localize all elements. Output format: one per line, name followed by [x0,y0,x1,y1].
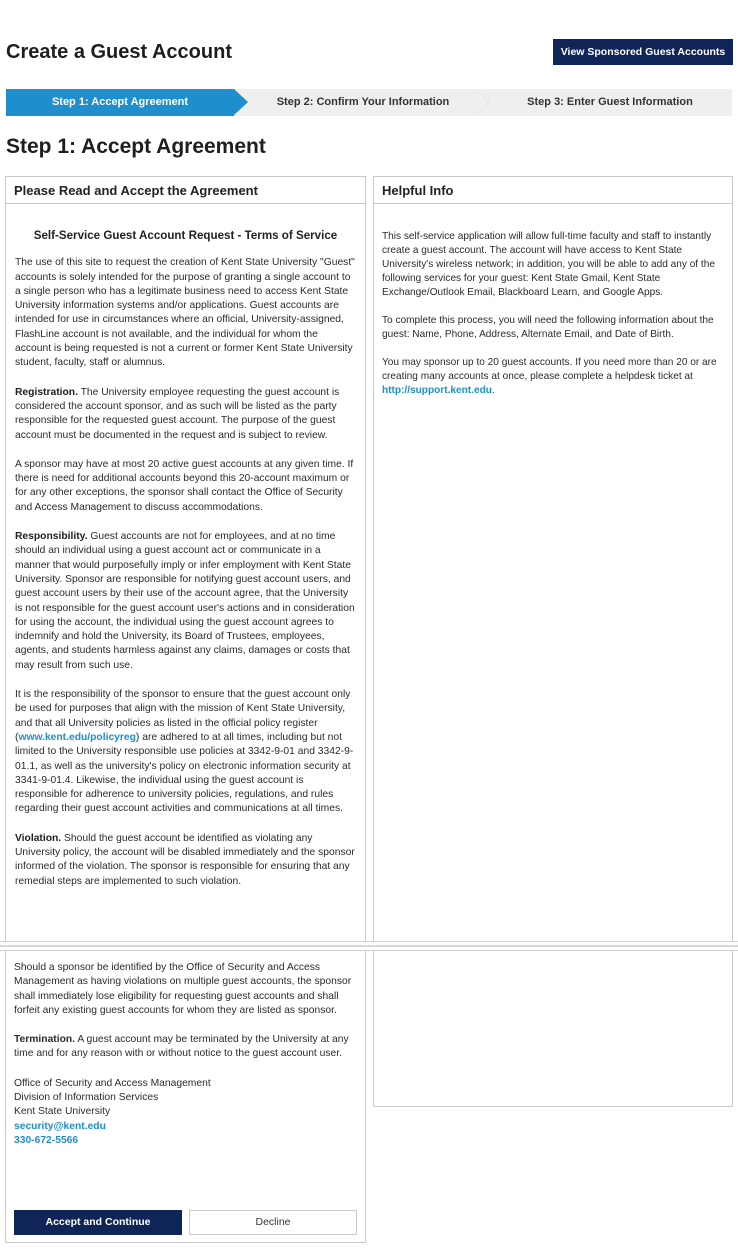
terms-sponsor-limit: A sponsor may have at most 20 active guest accounts at any given time. If there is need for additional accounts beyond this 20-account maximum or for any other exceptions, the sponsor shall contact the Office of Security and Access Management to discuss accommodations. [15,458,354,513]
terms-responsibility: Responsibility. Guest accounts are not for employees, and at no time should an individual using a guest account act or communicate in a manner that would purposefully imply or infer employment with Kent State University. Sponsor are responsible for notifying guest account users, and guest account users by their use of the account agree, that the University is not responsible for the guest account user's actions and in consideration for using the account, the individual using the guest account agrees to indemnify and hold the University, its Board of Trustees, employees, agents, and students harmless against any claims, damages or costs that may result from such use. [15,531,355,671]
terms-registration: Registration. The University employee requesting the guest account is considered the account sponsor, and as such will be listed as the party responsible for the requested guest account. The purpose of the guest account must be documented in the request and is subject to review. [15,386,340,441]
university-name: Kent State University [14,1106,111,1118]
step-1-label: Step 1: Accept Agreement [51,96,189,108]
agreement-text-continued [14,961,359,1163]
view-sponsored-accounts-button[interactable]: View Sponsored Guest Accounts [553,39,733,65]
terms-violation: Violation. Should the guest account be identified as violating any University policy, the account will be disabled immediately and the sponsor informed of the violation. The sponsor is responsible for ensuring that any remedial steps are implemented to such violation. [15,832,355,887]
office-name: Office of Security and Access Management [14,1077,211,1089]
step-2-confirm-information [250,89,476,116]
step-progress-bar [6,89,732,116]
step-2-label: Step 2: Confirm Your Information [276,96,450,108]
step-3-enter-guest-information [488,89,732,116]
accept-and-continue-button[interactable]: Accept and Continue [14,1210,182,1235]
helpful-info-para-1: This self-service application will allow full-time faculty and staff to instantly create a guest account. The account will have access to Kent State University's wireless network; in addition, you will be able to add any of the following services for your guest: Kent State Gmail, Kent State Exchange/Outlook Email, Blackboard Learn, and Google Apps. [382,231,715,298]
step-heading: Step 1: Accept Agreement [6,135,266,158]
terms-title: Self-Service Guest Account Request - Terms of Service [33,229,338,242]
policy-register-link[interactable]: www.kent.edu/policyreg [18,731,136,743]
terms-intro: The use of this site to request the creation of Kent State University "Guest" accounts is solely intended for the purpose of granting a single account to a single person who has a legitimate business need to access Kent State University information systems and/or applications. Guest accounts are intended for use in circumstances where an official, University-assigned, FlashLine account is not available, and the individual for whom the account is being requested is not a current or former Kent State University student, faculty, staff or alumnus. [15,257,355,369]
page-title: Create a Guest Account [6,41,232,63]
security-phone-link[interactable]: 330-672-5566 [14,1134,79,1146]
division-name: Division of Information Services [14,1092,159,1104]
helpful-info-title: Helpful Info [374,177,732,204]
agreement-text [6,229,365,889]
agreement-panel-title: Please Read and Accept the Agreement [6,177,365,204]
terms-policy: It is the responsibility of the sponsor to ensure that the guest account only be used for purposes that align with the mission of Kent State University, and that all University policies as listed in the official policy register (www.kent.edu/policyreg) are adhered to at all times, including but not limited to the University responsible use policies at 3342-9-01 and 3342-9-01.1, as well as the university's policy on electronic information security at 3341-9-01.4. Likewise, the individual using the guest account is responsible for adherence to university policies, regulations, and rules regarding their guest account activities and communications at all times. [15,689,354,815]
decline-button[interactable]: Decline [189,1210,357,1235]
step-3-label: Step 3: Enter Guest Information [527,96,693,108]
step-1-accept-agreement [6,89,234,116]
terms-multiple-violations: Should a sponsor be identified by the Office of Security and Access Management as having violations on multiple guest accounts, the sponsor shall immediately lose eligibility for requesting guest accounts and shall forfeit any existing guest accounts for whom they are listed as sponsor. [14,962,352,1016]
support-link[interactable]: http://support.kent.edu [382,385,492,396]
security-email-link[interactable]: security@kent.edu [14,1120,106,1132]
office-contact [14,1077,359,1148]
helpful-info-text [374,230,732,398]
helpful-info-panel [373,176,733,1107]
screenshot-stitch-divider [0,941,738,951]
helpful-info-para-2: To complete this process, you will need the following information about the guest: Name, Phone, Address, Alternate Email, and Date of Birth. [382,315,714,340]
terms-termination: Termination. A guest account may be terminated by the University at any time and for any reason with or without notice to the guest account user. [14,1034,349,1060]
step-arrow-icon [234,89,248,115]
helpful-info-para-3: You may sponsor up to 20 guest accounts. If you need more than 20 or are creating many accounts at once, please complete a helpdesk ticket at http://support.kent.edu. [382,357,717,396]
